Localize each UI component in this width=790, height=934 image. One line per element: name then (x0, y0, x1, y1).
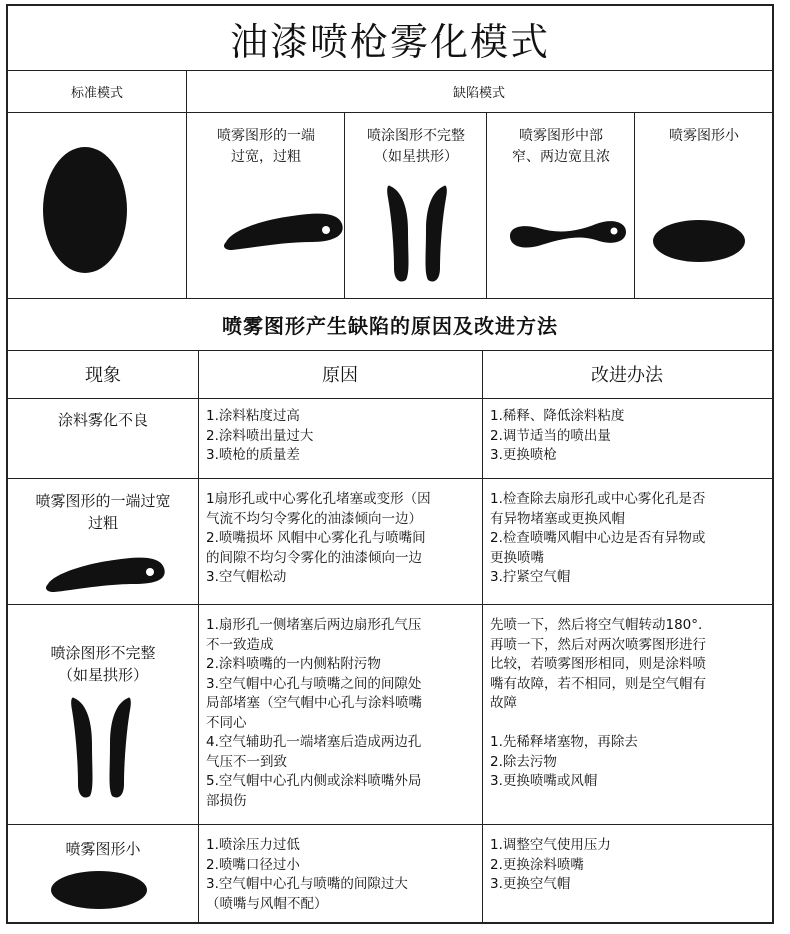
cause-cell: 1.扇形孔一侧堵塞后两边扇形孔气压 不一致造成 2.涂料喷嘴的一内侧粘附污物 3.空气帽中心孔与喷嘴之间的间隙处 局部堵塞（空气帽中心孔与涂料喷嘴 不同心 4.空气辅助孔一端堵塞后造成两边孔 气压不一到致 5.空气帽中心孔内侧或涂料喷嘴外局 部损伤 (206, 617, 422, 809)
phenomenon-cell: 涂料雾化不良 (57, 411, 148, 429)
phenomenon-cell: 喷雾图形小 (65, 840, 141, 858)
spray-pattern-sheet (6, 4, 774, 924)
standard-mode-header: 标准模式 (70, 85, 123, 101)
narrow-middle-spray-icon (508, 216, 628, 256)
column-header-remedy: 改进办法 (591, 365, 663, 386)
cause-cell: 1扇形孔或中心雾化孔堵塞或变形（因 气流不均匀令雾化的油漆倾向一边） 2.喷嘴损坏 风帽中心雾化孔与喷嘴间 的间隙不均匀令雾化的油漆倾向一边 3.空气帽松动 (206, 491, 431, 585)
cause-cell: 1.喷涂压力过低 2.喷嘴口径过小 3.空气帽中心孔与喷嘴的间隙过大 （喷嘴与风帽不配） (206, 837, 408, 912)
defect-mode-header: 缺陷模式 (452, 85, 505, 101)
page-title: 油漆喷枪雾化模式 (229, 19, 550, 64)
divider (8, 112, 772, 113)
thick-end-spray-icon (44, 552, 168, 596)
phenomenon-cell: 喷涂图形不完整 （如星拱形） (50, 644, 156, 684)
divider (8, 824, 772, 825)
divider (8, 398, 772, 399)
divider (8, 478, 772, 479)
divider (186, 70, 187, 298)
section-title: 喷雾图形产生缺陷的原因及改进方法 (222, 313, 558, 338)
star-arch-spray-icon (70, 692, 132, 802)
defect-caption-thick-end: 喷雾图形的一端 过宽，过粗 (217, 128, 315, 165)
remedy-cell: 1.检查除去扇形孔或中心雾化孔是否 有异物堵塞或更换风帽 2.检查喷嘴风帽中心边是否有异物或 更换喷嘴 3.拧紧空气帽 (490, 491, 706, 585)
thick-end-spray-icon (222, 206, 346, 254)
defect-caption-narrow-middle: 喷雾图形中部 窄、两边宽且浓 (512, 128, 610, 165)
divider (8, 604, 772, 605)
divider (634, 112, 635, 298)
column-header-cause: 原因 (322, 365, 358, 386)
divider (486, 112, 487, 298)
star-arch-spray-icon (386, 180, 448, 286)
column-header-phenomenon: 现象 (85, 365, 121, 386)
remedy-cell: 1.调整空气使用压力 2.更换涂料喷嘴 3.更换空气帽 (490, 837, 611, 892)
cause-cell: 1.涂料粘度过高 2.涂料喷出量过大 3.喷枪的质量差 (206, 408, 314, 463)
standard-spray-ellipse-icon (42, 146, 128, 276)
divider (344, 112, 345, 298)
small-spray-icon (50, 870, 148, 910)
defect-caption-small: 喷雾图形小 (669, 128, 739, 144)
small-spray-icon (652, 218, 746, 264)
phenomenon-cell: 喷雾图形的一端过宽 过粗 (35, 492, 171, 532)
defect-caption-star-arch: 喷涂图形不完整 （如星拱形） (367, 128, 465, 165)
remedy-cell: 先喷一下，然后将空气帽转动180°. 再喷一下，然后对两次喷雾图形进行 比较，若喷雾图形相同，则是涂料喷 嘴有故障，若不相同，则是空气帽有 故障 1.先稀释堵塞物，再除去 2.除去污物 3.更换喷嘴或风帽 (490, 617, 706, 789)
remedy-cell: 1.稀释、降低涂料粘度 2.调节适当的喷出量 3.更换喷枪 (490, 408, 625, 463)
